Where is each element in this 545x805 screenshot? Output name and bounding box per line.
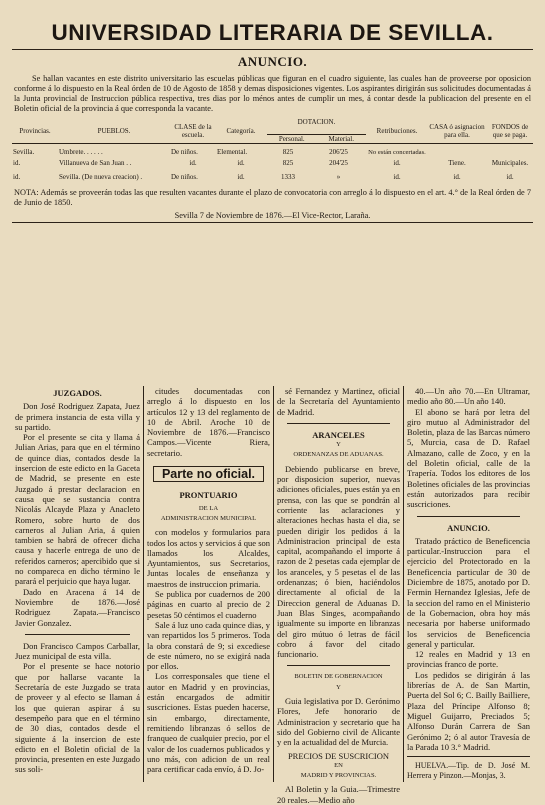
cell-provincia: id.	[13, 173, 21, 182]
cell-personal: 825	[282, 159, 294, 168]
anuncio-subheading: ANUNCIO.	[447, 522, 490, 533]
col4-paragraph: 12 reales en Madrid y 13 en provincias franco de porte.	[407, 649, 530, 670]
juzgados-heading: JUZGADOS.	[53, 388, 102, 398]
cell-retribuciones: No están concertadas.	[368, 148, 426, 156]
col3-paragraph: Guia legislativa por D. Gerónimo Flores, Jefe honorario de Administracion y secretario que ha sido del Gobierno civil de Alicante y en la actualidad del de Murcia.	[277, 696, 400, 748]
column-3	[273, 386, 403, 805]
col2-paragraph: Se publica por cuadernos de 200 páginas en cuarto al precio de 2 pesetas 50 céntimos el cuaderno	[147, 589, 270, 620]
col2-paragraph: Sale á luz uno cada quince dias, y van repartidos los 5 primeros. Toda la obra constará de 9; si excediese de este número, no se exigirá nada por ellos.	[147, 619, 270, 672]
cell-retribuciones: id.	[393, 159, 401, 168]
col2-paragraph: citudes documentadas con arreglo á lo dispuesto en los artículos 12 y 13 del reglamento de 10 de Abril. Aroche 10 de Noviembre de 1876.—Francisco Campos.—Vicente Riera, secretario.	[147, 386, 270, 458]
header-personal: Personal.	[278, 135, 305, 144]
cell-pueblo: Sevilla. (De nueva creacion) .	[59, 173, 143, 182]
header-pueblos: PUEBLOS.	[97, 126, 131, 135]
column-2	[143, 386, 273, 782]
header-fondos: FONDOS de que se paga.	[491, 122, 529, 139]
cell-casa	[427, 148, 487, 156]
col1-paragraph: Dado en Aracena á 14 de Noviembre de 1876.—José Rodriguez Zapata.—Francisco Javier Gonzalez.	[15, 586, 140, 628]
cell-casa: Tiene.	[448, 159, 466, 168]
column-separator	[287, 423, 390, 424]
aranceles-subheading: Y	[336, 441, 341, 449]
header-dotacion-group	[266, 118, 367, 144]
col2-paragraph: con modelos y formularios para todos los actos y servicios á que son llamados los Alcaldes, Ayuntamientos, sus Secretarios, Juntas locales de enseñanza y maestros de instruccion primaria.	[147, 527, 270, 589]
prontuario-subheading: DE LA	[198, 504, 219, 512]
boletin-heading: BOLETIN DE GOBERNACION	[294, 673, 383, 681]
title-rule	[12, 49, 533, 50]
cell-casa: id.	[453, 173, 461, 182]
cell-personal: 825	[282, 148, 294, 157]
cell-material: 206'25	[329, 148, 348, 157]
footer-rule	[407, 756, 530, 757]
column-separator	[287, 665, 390, 666]
col1-paragraph: Por el presente se hace notorio que por hallarse vacante la Secretaría de este Juzgado se trata de proveer y al efecto se llaman á los que quieran aspirar á su desempeño para que en el término de 30 dias, contados desde el siguiente á la insercion de este edicto en el Boletin oficial de la provincia, presenten en este Juzgado sus soli-	[15, 661, 140, 775]
anuncio-heading: ANUNCIO.	[237, 54, 308, 69]
header-casa: CASA ó asignacion para ella.	[429, 122, 485, 139]
table-row	[12, 156, 533, 170]
header-categoria: Categoría.	[226, 126, 256, 135]
column-1	[12, 386, 143, 782]
cell-provincia: Sevilla.	[13, 148, 35, 157]
cell-clase: De niños.	[171, 148, 198, 157]
vacancies-table	[12, 118, 533, 184]
cell-clase: De niños.	[171, 173, 198, 182]
aranceles-subheading: ORDENANZAS DE ADUANAS.	[293, 451, 384, 459]
col2-paragraph: Los corresponsales que tiene el autor en Madrid y en provincias, están encargados de admitir suscriciones. Estas pueden hacerse, sin embargo, directamente, remitiendo libranzas ó sellos de franqueo de cualquier precio, por el valor de los cuadernos publicados y uno más, con adicion de un real para certificar cada envío, á D. Jo-	[147, 671, 270, 775]
article-columns	[12, 386, 533, 805]
column-separator	[417, 516, 520, 517]
col4-paragraph: Los pedidos se dirigirán á las librerías de A. de San Martin, Puerta del Sol 6; C. Bailly Bailliere, Plaza del Príncipe Alfonso 8; Miguel Guijarro, Preciados 5; Alfonso Durán Carrera de San Gerónimo 2; ó al autor Travesía de la Parada 10 3.° Madrid.	[407, 669, 530, 752]
col4-paragraph: Tratado práctico de Beneficencia particular.-Instruccion para el ejercicio del Protectorado en la Beneficencia particular de 30 de Diciembre de 1875, anotado por D. Fermin Hernandez Iglesias, Jefe de la seccion del ramo en el Ministerio de la Gobernacion, obra hoy más necesaria por haberse uniformado los servicios de Beneficencia general y particular.	[407, 535, 530, 649]
cell-fondos: Municipales.	[491, 159, 529, 168]
table-row	[12, 148, 533, 156]
printer-footer: HUELVA.—Tip. de D. José M. Herrera y Pinzon.—Monjas, 3.	[407, 761, 530, 781]
columns-top-rule	[12, 222, 533, 223]
col3-paragraph: Debiendo publicarse en breve, por disposicion superior, nuevas adiciones oficiales, pues están ya en prensa, con las que se pondrán al corriente las aclaraciones y alteraciones hechas hasta el dia, se pueden dirigir los pedidos á la Administracion principal de esta capital, acompañando el importe á razon de 2 pesetas cada ejemplar de los aranceles, y 5 pesetas el de las ordenanzas; ó bien, haciéndolos directamente al oficial de la Direccion general de Aduanas D. Juan Blas Singes, acompañando igualmente su importe en libranzas del giro mútuo ó letras de fácil cobro á favor del citado funcionario.	[277, 463, 400, 660]
precios-subheading: EN	[334, 761, 343, 769]
precios-subheading: MADRID Y PROVINCIAS.	[300, 772, 377, 780]
col3-paragraph: sé Fernandez y Martinez, oficial de la Secretaría del Ayuntamiento de Madrid.	[277, 386, 400, 417]
header-provincias: Provincias.	[19, 126, 51, 135]
cell-categoria: id.	[237, 173, 245, 182]
cell-pueblo: Villanueva de San Juan . .	[59, 159, 132, 168]
cell-fondos	[487, 148, 533, 156]
column-4	[403, 386, 533, 782]
cell-pueblo: Umbrete. . . . . .	[59, 148, 103, 157]
parte-no-oficial-box: Parte no oficial.	[153, 466, 264, 482]
col4-paragraph: 40.—Un año 70.—En Ultramar, medio año 80.—Un año 140.	[407, 386, 530, 407]
cell-personal: 1333	[280, 173, 295, 182]
cell-categoria: id.	[237, 159, 245, 168]
date-line: Sevilla 7 de Noviembre de 1876.—El Vice-Rector, Laraña.	[174, 210, 371, 220]
header-dotacion: DOTACION.	[297, 118, 336, 127]
header-material: Material.	[328, 135, 354, 144]
page-title: UNIVERSIDAD LITERARIA DE SEVILLA.	[51, 20, 494, 45]
col1-paragraph: Don José Rodriguez Zapata, Juez de primera instancia de esta villa y su partido.	[15, 401, 140, 432]
cell-clase: id.	[189, 159, 197, 168]
aranceles-heading: ARANCELES	[312, 429, 365, 440]
table-row	[12, 170, 533, 184]
intro-paragraph: Se hallan vacantes en este distrito universitario las escuelas públicas que figuran en el cuadro siguiente, las cuales han de proveerse por oposicion conforme á lo dispuesto en la Real órden de 10 de Agosto de 1858 y demas disposiciones vigentes. Los aspirantes dirigirán sus solicitudes documentadas á la Junta provincial de Instruccion pública respectiva, tres dias por lo ménos antes de cumplir un mes, á contar desde la publicacion del presente en el Boletin oficial de la provincia á que corresponda la vacante.	[14, 74, 531, 114]
header-clase: CLASE de la escuela.	[174, 122, 212, 139]
cell-material: 204'25	[329, 159, 348, 168]
col4-paragraph: El abono se hará por letra del giro mutuo al Administrador del Boletin, plaza de las Barcas número 5, Murcia, casa de D. Rafael Almazano, calle de Zoco, y en la del Boletin oficial, calle de la Trapería. Todos los editores de los Boletines oficiales de las provincias están autorizados para recibir suscriciones.	[407, 406, 530, 510]
cell-material: »	[336, 173, 341, 182]
cell-provincia: id.	[13, 159, 21, 168]
dotacion-subheaders	[267, 134, 366, 143]
col3-paragraph: Al Boletin y la Guia.—Trimestre 20 reales.—Medio año	[277, 784, 400, 805]
col1-paragraph: Por el presente se cita y llama á Julian Arias, para que en el término de quince dias, contados desde la insercion de este edicto en la Gaceta de Madrid, se presente en este Juzgado á prestar declaracion en causa que se sustancia contra Nicolás Alcayde Plaza y Anacleto Romero, sobre hurto de dos carneros al Julian Aria, á quien tambien se habrá de ofrecer dicha causa y hacerle entrega de uno de referidos carneros; apercibido que si no compareca en dicho término le parará el perjuicio que haya lugar.	[15, 432, 140, 587]
precios-heading: PRECIOS DE SUSCRICION	[287, 750, 390, 761]
header-retribuciones: Retribuciones.	[376, 126, 418, 135]
column-separator	[25, 634, 130, 635]
prontuario-subheading: ADMINISTRACION MUNICIPAL	[160, 514, 257, 522]
cell-retribuciones: id.	[393, 173, 401, 182]
prontuario-heading: PRONTUARIO	[179, 490, 238, 501]
cell-fondos: id.	[506, 173, 514, 182]
boletin-subheading: Y	[336, 683, 341, 691]
cell-categoria: Elemental.	[217, 148, 248, 157]
nota-paragraph: NOTA: Además se proveerán todas las que resulten vacantes durante el plazo de convocatoria con arreglo á lo dispuesto en el art. 4.° de la Real órden de 7 de Junio de 1850.	[14, 188, 531, 208]
col1-paragraph: Don Francisco Campos Carballar, Juez municipal de esta villa.	[15, 640, 140, 662]
